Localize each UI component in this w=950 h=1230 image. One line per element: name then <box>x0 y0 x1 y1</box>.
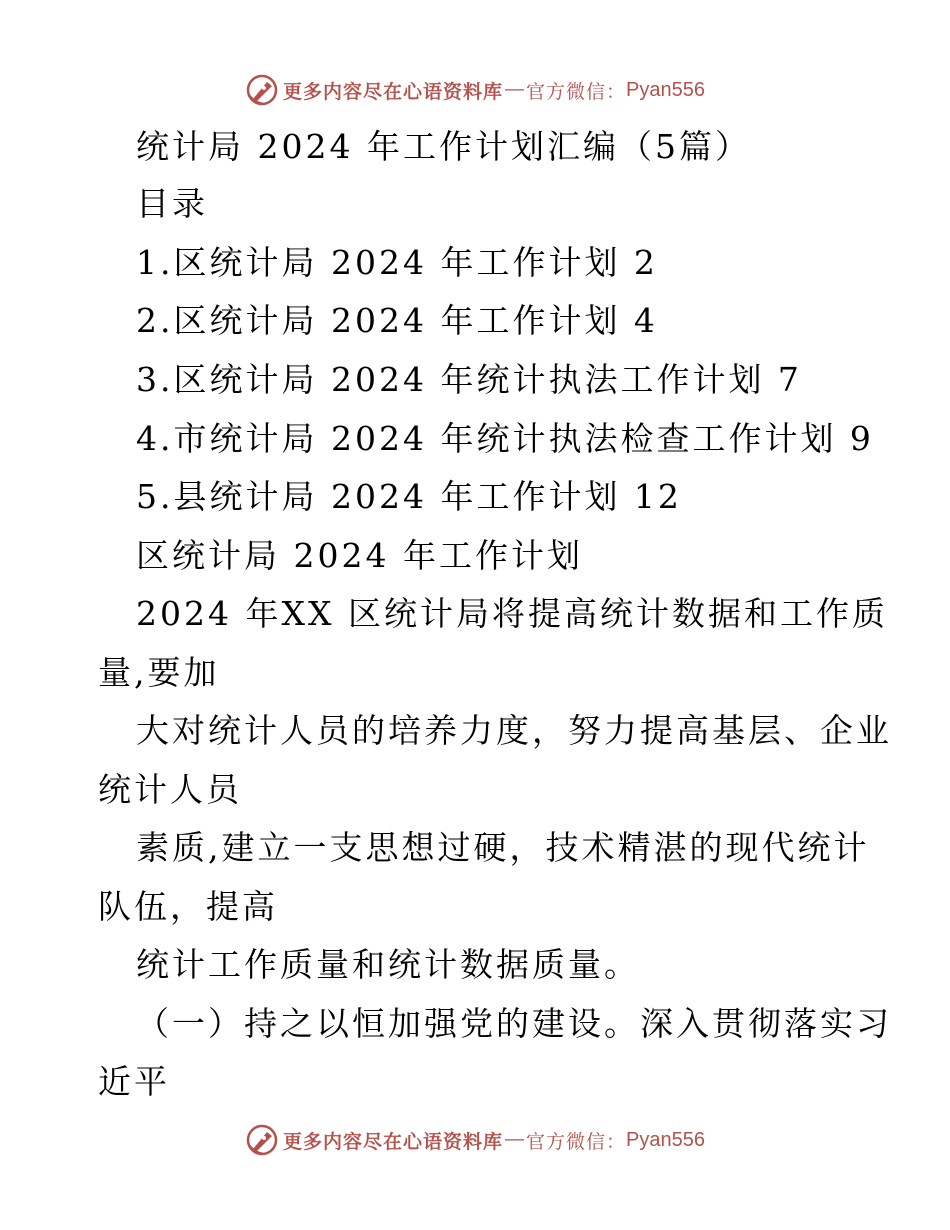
watermark-text: 更多内容尽在心语资料库 <box>283 1130 504 1153</box>
watermark-wechat-id: Pyan556 <box>626 1128 705 1151</box>
body-line: （一）持之以恒加强党的建设。深入贯彻落实习 <box>136 1004 892 1043</box>
body-line: 2024 年XX 区统计局将提高统计数据和工作质 <box>136 594 888 633</box>
toc-heading: 目录 <box>136 184 208 223</box>
toc-item: 3.区统计局 2024 年统计执法工作计划 7 <box>136 360 802 399</box>
watermark-dash: — <box>505 1129 525 1150</box>
body-line: 统计工作质量和统计数据质量。 <box>136 945 640 984</box>
body-line: 队伍，提高 <box>98 887 278 926</box>
body-line: 素质,建立一支思想过硬，技术精湛的现代统计 <box>136 828 870 867</box>
watermark-banner-bottom <box>0 1120 950 1160</box>
watermark-dash: — <box>505 79 525 100</box>
watermark-text: 更多内容尽在心语资料库 <box>283 80 504 103</box>
document-title: 统计局 2024 年工作计划汇编（5篇） <box>136 127 751 166</box>
body-line: 统计人员 <box>98 770 242 809</box>
pen-nib-logo-icon <box>245 1123 279 1157</box>
toc-item: 1.区统计局 2024 年工作计划 2 <box>136 243 658 282</box>
body-line: 近平 <box>98 1062 170 1101</box>
body-line: 大对统计人员的培养力度，努力提高基层、企业 <box>136 711 892 750</box>
watermark-banner-top <box>0 70 950 110</box>
watermark-wechat-id: Pyan556 <box>626 78 705 101</box>
pen-nib-logo-icon <box>245 73 279 107</box>
toc-item: 2.区统计局 2024 年工作计划 4 <box>136 301 658 340</box>
toc-item: 5.县统计局 2024 年工作计划 12 <box>136 477 682 516</box>
watermark-wechat-label: 官方微信： <box>526 80 627 103</box>
section-title: 区统计局 2024 年工作计划 <box>136 536 583 575</box>
watermark-wechat-label: 官方微信： <box>526 1130 627 1153</box>
toc-item: 4.市统计局 2024 年统计执法检查工作计划 9 <box>136 419 874 458</box>
body-line: 量,要加 <box>98 653 220 692</box>
